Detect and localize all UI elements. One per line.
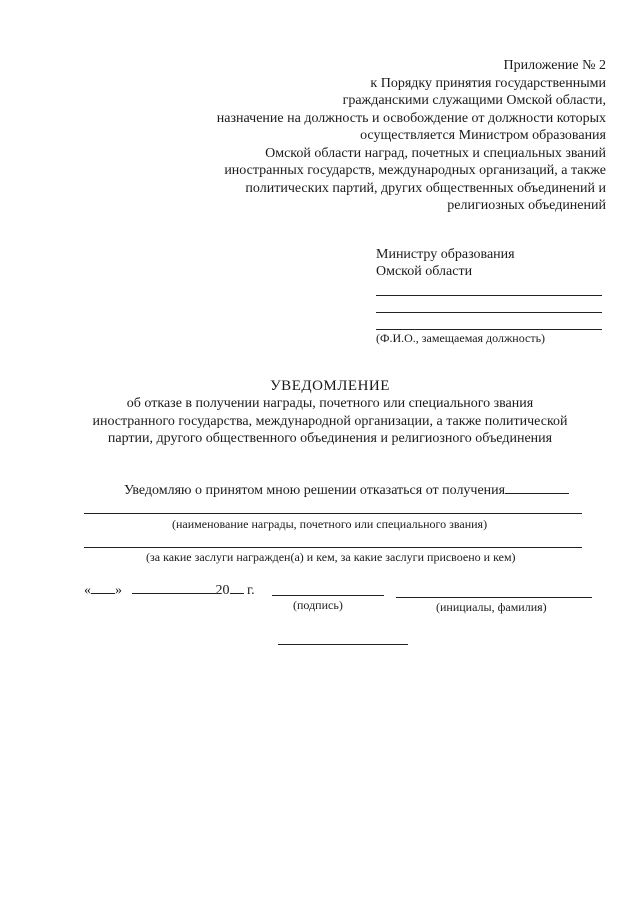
signature-fill-line[interactable] — [272, 595, 384, 596]
notice-subtitle-line: об отказе в получении награды, почетного или специального звания — [126, 396, 534, 411]
date-signature-row — [84, 580, 255, 599]
addressee-block — [376, 246, 606, 280]
merits-fill-line[interactable] — [84, 547, 582, 548]
header-line: политических партий, других общественных объединений и — [245, 180, 606, 196]
year-prefix: 20 — [215, 583, 230, 598]
statement-fill-line[interactable] — [505, 481, 569, 494]
name-caption: (инициалы, фамилия) — [436, 600, 547, 614]
addressee-line: Министру образования — [376, 247, 515, 262]
closing-divider — [278, 644, 408, 645]
award-fill-line[interactable] — [84, 513, 582, 514]
signature-caption: (подпись) — [293, 598, 343, 612]
header-line: Омской области наград, почетных и специальных званий — [265, 145, 606, 161]
quote-open: « — [84, 583, 91, 598]
header-line: религиозных объединений — [447, 198, 606, 213]
addressee-fill-line[interactable] — [376, 329, 602, 330]
notice-title: УВЕДОМЛЕНИЕ — [270, 378, 390, 394]
addressee-line: Омской области — [376, 264, 473, 279]
notice-subtitle-line: партии, другого общественного объединения и религиозного объединения — [107, 431, 553, 446]
header-line: назначение на должность и освобождение от должности которых — [216, 110, 606, 126]
statement-line — [124, 481, 569, 499]
notice-subtitle-line: иностранного государства, международной организации, а также политической — [92, 413, 568, 429]
appendix-header — [146, 57, 606, 215]
merits-caption: (за какие заслуги награжден(а) и кем, за какие заслуги присвоено и кем) — [146, 550, 516, 564]
header-line: иностранных государств, международных организаций, а также — [224, 163, 606, 178]
name-fill-line[interactable] — [396, 597, 592, 598]
quote-close: » — [115, 583, 122, 598]
day-field[interactable] — [91, 580, 115, 594]
addressee-fill-line[interactable] — [376, 312, 602, 313]
header-line: к Порядку принятия государственными — [370, 75, 606, 91]
award-caption: (наименование награды, почетного или специального звания) — [172, 517, 488, 531]
month-field[interactable] — [132, 580, 216, 594]
header-line: осуществляется Министром образования — [360, 128, 606, 143]
fio-caption: (Ф.И.О., замещаемая должность) — [376, 331, 546, 345]
statement-text: Уведомляю о принятом мною решении отказаться от получения — [124, 483, 506, 498]
header-line: Приложение № 2 — [503, 58, 606, 73]
addressee-fill-line[interactable] — [376, 295, 602, 296]
year-suffix: г. — [247, 583, 255, 598]
year-field[interactable] — [230, 580, 244, 594]
header-line: гражданскими служащими Омской области, — [342, 93, 606, 108]
notice-title-block — [60, 377, 600, 448]
